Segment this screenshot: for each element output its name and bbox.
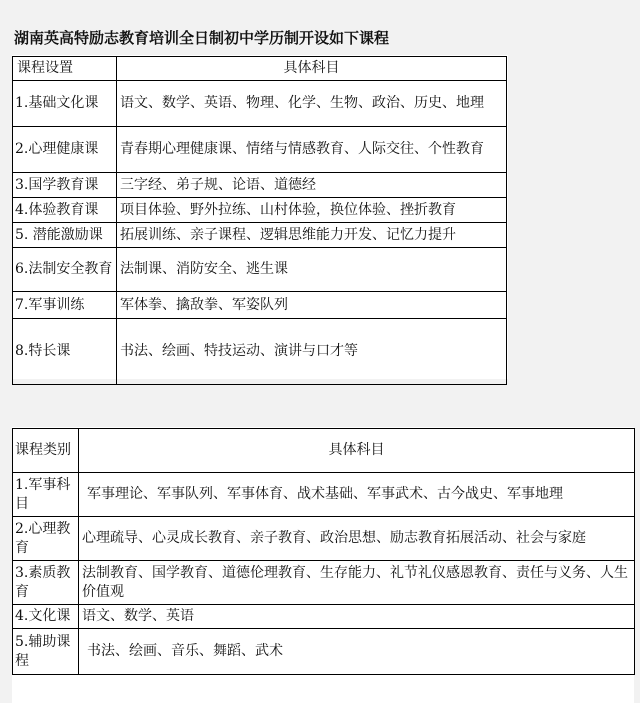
course-name: 4.文化课	[13, 605, 79, 629]
course-name: 8.特长课	[13, 319, 117, 385]
table-row	[13, 173, 507, 198]
course-subjects: 书法、绘画、音乐、舞蹈、武术	[79, 629, 635, 675]
course-subjects: 书法、绘画、特技运动、演讲与口才等	[117, 319, 507, 385]
table-row	[13, 198, 507, 223]
table-row	[13, 605, 635, 629]
course-name: 2.心理健康课	[13, 127, 117, 173]
header-course: 课程设置	[13, 57, 117, 81]
table-header-row	[13, 57, 507, 81]
course-name: 5. 潜能激励课	[13, 223, 117, 248]
course-subjects: 心理疏导、心灵成长教育、亲子教育、政治思想、励志教育拓展活动、社会与家庭	[79, 517, 635, 561]
course-subjects: 项目体验、野外拉练、山村体验，换位体验、挫折教育	[117, 198, 507, 223]
course-name: 4.体验教育课	[13, 198, 117, 223]
table-row	[13, 561, 635, 605]
course-subjects: 青春期心理健康课、情绪与情感教育、人际交往、个性教育	[117, 127, 507, 173]
course-subjects: 三字经、弟子规、论语、道德经	[117, 173, 507, 198]
course-subjects: 拓展训练、亲子课程、逻辑思维能力开发、记忆力提升	[117, 223, 507, 248]
header-subjects: 具体科目	[79, 429, 635, 473]
table-row	[13, 629, 635, 675]
table-row	[13, 292, 507, 319]
table-row	[13, 248, 507, 292]
page-title: 湖南英高特励志教育培训全日制初中学历制开设如下课程	[14, 29, 390, 47]
course-subjects: 军事理论、军事队列、军事体育、战术基础、军事武术、古今战史、军事地理	[79, 473, 635, 517]
course-subjects: 语文、数学、英语	[79, 605, 635, 629]
header-subjects: 具体科目	[117, 57, 507, 81]
table-row	[13, 319, 507, 385]
course-name: 1.基础文化课	[13, 81, 117, 127]
course-name: 6.法制安全教育	[13, 248, 117, 292]
course-subjects: 语文、数学、英语、物理、化学、生物、政治、历史、地理	[117, 81, 507, 127]
course-subjects: 军体拳、擒敌拳、军姿队列	[117, 292, 507, 319]
table-row	[13, 223, 507, 248]
header-category: 课程类别	[13, 429, 79, 473]
course-name: 1.军事科目	[13, 473, 79, 517]
table-header-row	[13, 429, 635, 473]
table-row	[13, 517, 635, 561]
course-name: 3.国学教育课	[13, 173, 117, 198]
course-name: 3.素质教育	[13, 561, 79, 605]
course-settings-table	[12, 56, 507, 385]
course-name: 2.心理教育	[13, 517, 79, 561]
table-row	[13, 81, 507, 127]
course-name: 5.辅助课程	[13, 629, 79, 675]
course-subjects: 法制教育、国学教育、道德伦理教育、生存能力、礼节礼仪感恩教育、责任与义务、人生价值观	[79, 561, 635, 605]
course-name: 7.军事训练	[13, 292, 117, 319]
course-category-table	[12, 428, 635, 675]
table-row	[13, 127, 507, 173]
course-subjects: 法制课、消防安全、逃生课	[117, 248, 507, 292]
table-row	[13, 473, 635, 517]
